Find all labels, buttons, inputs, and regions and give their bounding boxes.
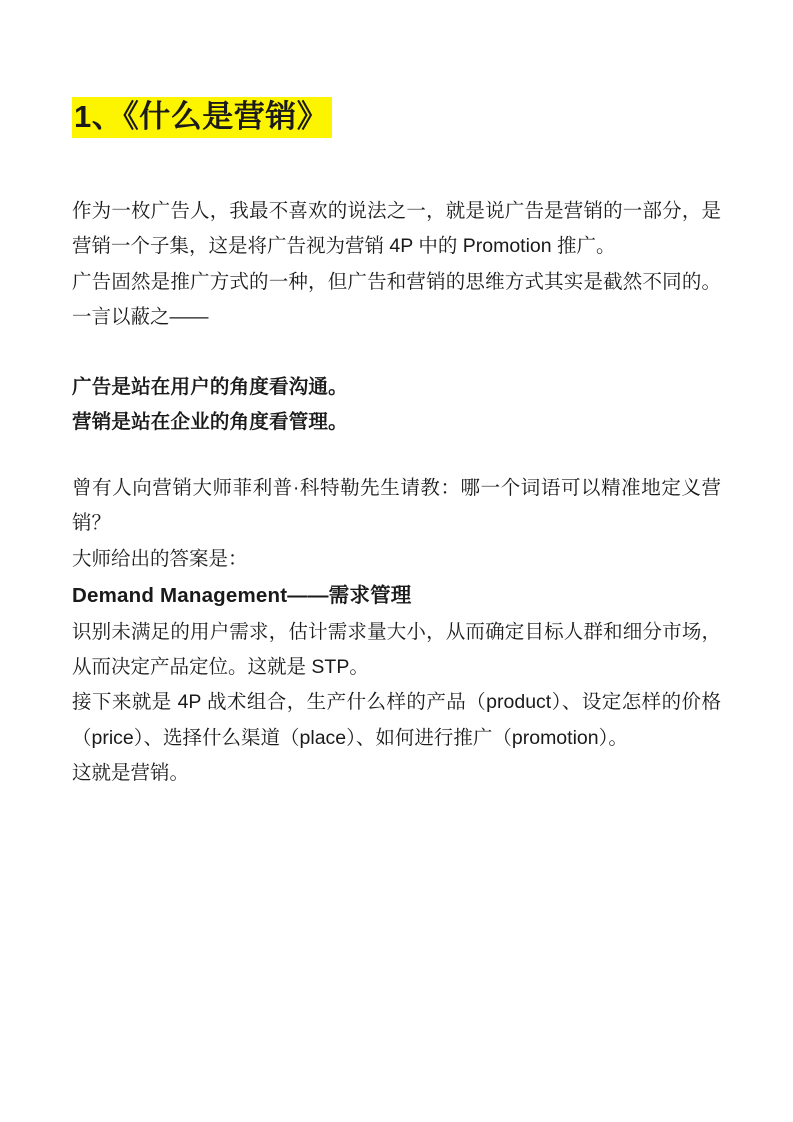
paragraph-four-p: 接下来就是 4P 战术组合，生产什么样的产品（product）、设定怎样的价格（price）、选择什么渠道（place）、如何进行推广（promotion）。 (72, 691, 721, 749)
spacer-1 (72, 336, 721, 370)
paragraph-closing: 这就是营销。 (72, 762, 190, 785)
page-title (72, 96, 332, 138)
paragraph-answer-lead: 大师给出的答案是： (72, 547, 248, 570)
paragraph-stp: 识别未满足的用户需求，估计需求量大小，从而确定目标人群和细分市场，从而决定产品定位。这就是 STP。 (72, 620, 721, 678)
paragraph-intro-1: 作为一枚广告人，我最不喜欢的说法之一，就是说广告是营销的一部分，是营销一个子集，这是将广告视为营销 4P 中的 Promotion 推广。 (72, 199, 721, 258)
page-title-highlight: 1、《什么是营销》 (72, 97, 332, 138)
emphasis-line-advertising: 广告是站在用户的角度看沟通。 (72, 375, 348, 398)
paragraph-answer-term: Demand Management——需求管理 (72, 584, 412, 608)
spacer-2 (72, 441, 721, 471)
paragraph-question: 曾有人向营销大师菲利普·科特勒先生请教：哪一个词语可以精准地定义营销？ (72, 476, 721, 535)
emphasis-line-marketing: 营销是站在企业的角度看管理。 (72, 411, 348, 434)
paragraph-intro-2: 广告固然是推广方式的一种，但广告和营销的思维方式其实是截然不同的。一言以蔽之—— (72, 270, 721, 329)
